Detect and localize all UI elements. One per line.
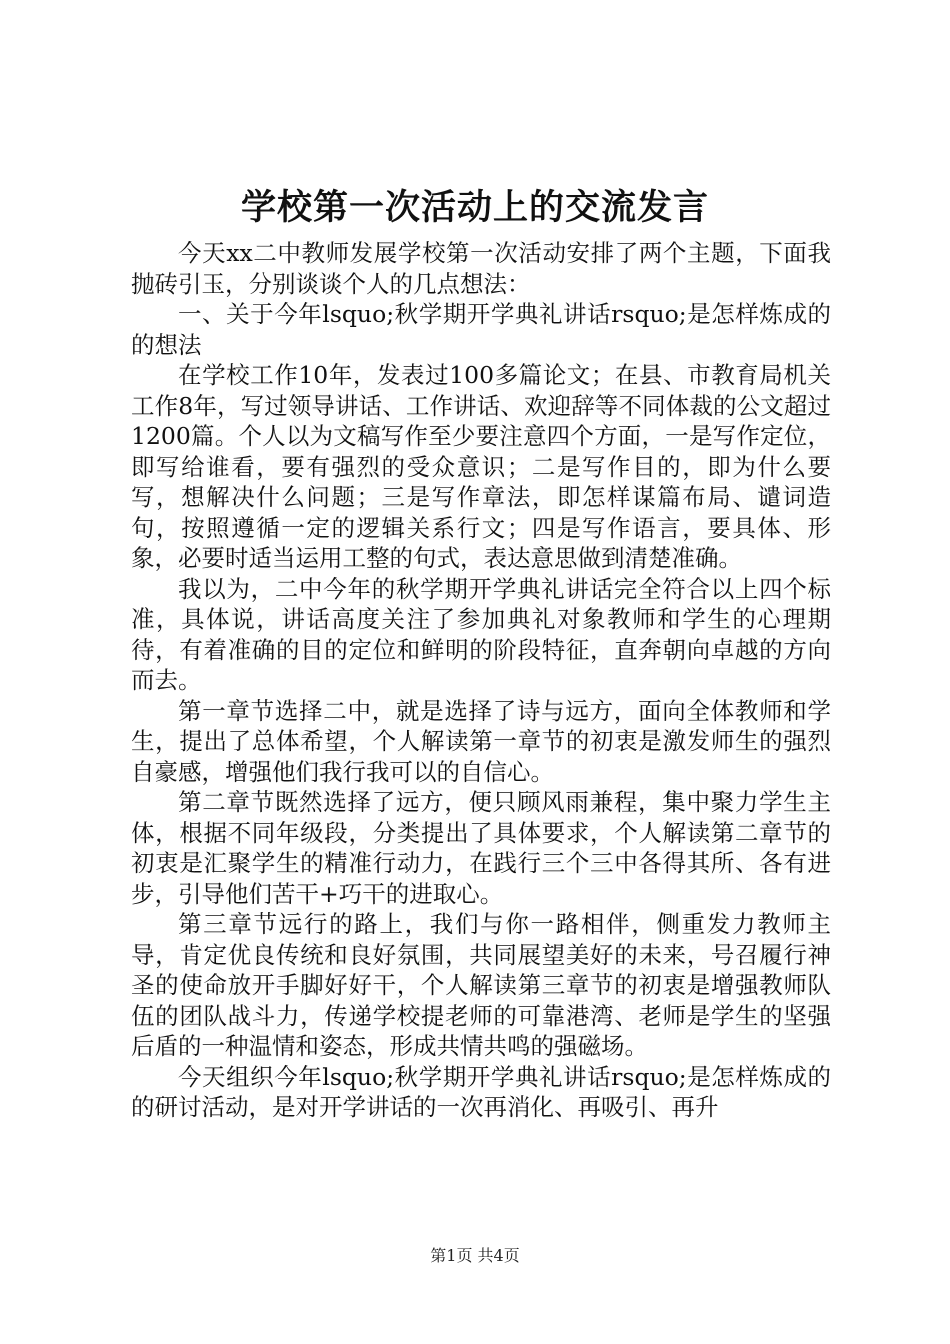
- document-title: 学校第一次活动上的交流发言: [240, 187, 709, 228]
- paragraph-speech-evaluation: 我以为，二中今年的秋学期开学典礼讲话完全符合以上四个标准，具体说，讲话高度关注了参加典礼对象教师和学生的心理期待，有着准确的目的定位和鲜明的阶段特征，直奔朝向卓越的方向而去。: [131, 574, 831, 694]
- document-body: [131, 238, 831, 1123]
- paragraph-chapter-two: 第二章节既然选择了远方，便只顾风雨兼程，集中聚力学生主体，根据不同年级段，分类提出了具体要求，个人解读第二章节的初衷是汇聚学生的精准行动力，在践行三个三中各得其所、各有进步，引导他们苦干+巧干的进取心。: [131, 788, 831, 908]
- paragraph-chapter-three: 第三章节远行的路上，我们与你一路相伴，侧重发力教师主导，肯定优良传统和良好氛围，共同展望美好的未来，号召履行神圣的使命放开手脚好好干，个人解读第三章节的初衷是增强教师队伍的团队战斗力，传递学校提老师的可靠港湾、老师是学生的坚强后盾的一种温情和姿态，形成共情共鸣的强磁场。: [131, 910, 831, 1060]
- paragraph-section-heading: 一、关于今年lsquo;秋学期开学典礼讲话rsquo;是怎样炼成的的想法: [131, 300, 831, 359]
- paragraph-activity-summary: 今天组织今年lsquo;秋学期开学典礼讲话rsquo;是怎样炼成的的研讨活动，是对开学讲话的一次再消化、再吸引、再升: [131, 1062, 831, 1121]
- paragraph-writing-experience: 在学校工作10年，发表过100多篇论文；在县、市教育局机关工作8年，写过领导讲话、工作讲话、欢迎辞等不同体裁的公文超过1200篇。个人以为文稿写作至少要注意四个方面，一是写作定位，即写给谁看，要有强烈的受众意识；二是写作目的，即为什么要写，想解决什么问题；三是写作章法，即怎样谋篇布局、谴词造句，按照遵循一定的逻辑关系行文；四是写作语言，要具体、形象，必要时适当运用工整的句式，表达意思做到清楚准确。: [131, 361, 831, 572]
- paragraph-intro: 今天xx二中教师发展学校第一次活动安排了两个主题，下面我抛砖引玉，分别谈谈个人的几点想法：: [131, 239, 831, 298]
- paragraph-chapter-one: 第一章节选择二中，就是选择了诗与远方，面向全体教师和学生，提出了总体希望，个人解读第一章节的初衷是激发师生的强烈自豪感，增强他们我行我可以的自信心。: [131, 696, 831, 786]
- page-number-footer: 第1页 共4页: [430, 1246, 520, 1265]
